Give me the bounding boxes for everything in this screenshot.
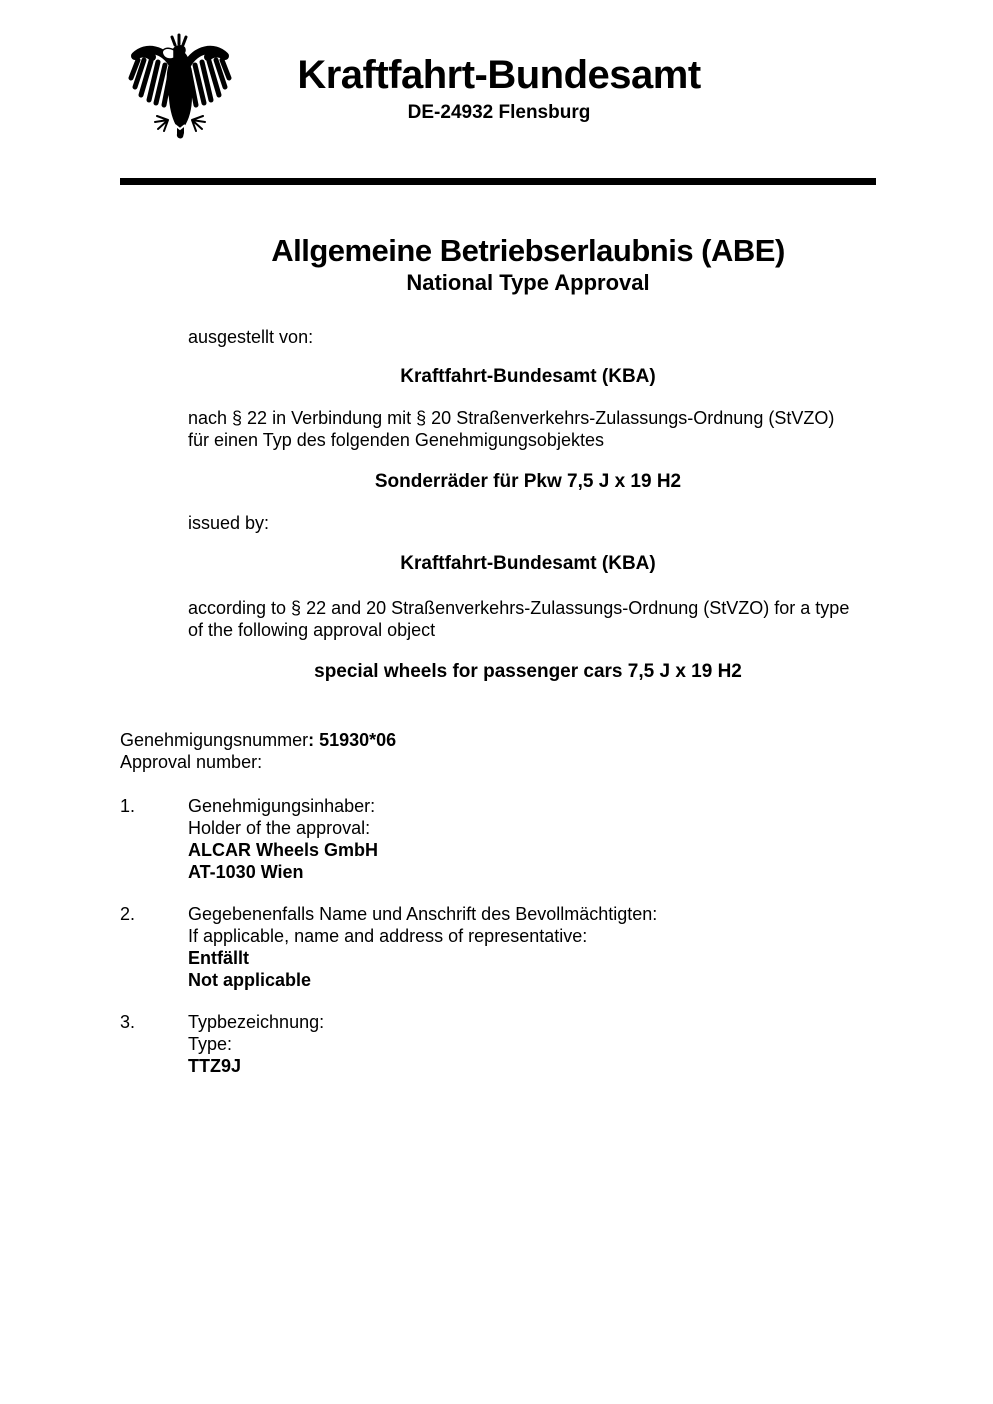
section-value-line: Entfällt: [188, 948, 249, 968]
section-label-de: Typbezeichnung:: [188, 1012, 325, 1032]
approval-number-block: [120, 729, 396, 773]
section-type-designation: [120, 1011, 880, 1077]
approval-number-line-de: [120, 729, 396, 751]
section-number: 3.: [120, 1012, 136, 1032]
section-label-en: If applicable, name and address of representative:: [188, 926, 588, 946]
agency-location: DE-24932 Flensburg: [407, 102, 591, 123]
approval-number-label-de: Genehmigungsnummer: [120, 730, 309, 750]
section-label-en: Holder of the approval:: [188, 818, 371, 838]
issuer-name-en: Kraftfahrt-Bundesamt (KBA): [400, 553, 656, 574]
legal-basis-de-line2: für einen Typ des folgenden Genehmigungsobjektes: [188, 430, 604, 450]
approval-object-de: Sonderräder für Pkw 7,5 J x 19 H2: [374, 471, 682, 492]
approval-number-value: : 51930*06: [308, 730, 397, 750]
issued-by-label-de: ausgestellt von:: [188, 327, 314, 347]
legal-basis-en-line2: of the following approval object: [188, 620, 436, 640]
approval-number-label-en: Approval number:: [120, 752, 263, 772]
section-representative: [120, 903, 880, 991]
section-value-line: Not applicable: [188, 970, 312, 990]
section-value-line: AT-1030 Wien: [188, 862, 304, 882]
issued-by-label-en: issued by:: [188, 513, 270, 533]
section-label-de: Genehmigungsinhaber:: [188, 796, 376, 816]
section-label-en: Type:: [188, 1034, 233, 1054]
agency-name: Kraftfahrt-Bundesamt: [297, 53, 701, 97]
approval-object-en: special wheels for passenger cars 7,5 J x 19 H2: [314, 661, 742, 682]
legal-basis-en-line1: according to § 22 and 20 Straßenverkehrs-Zulassungs-Ordnung (StVZO) for a type: [188, 598, 850, 618]
document-title-english: National Type Approval: [406, 270, 650, 295]
legal-basis-en: [188, 597, 888, 641]
issuer-name-de: Kraftfahrt-Bundesamt (KBA): [400, 366, 656, 387]
header-divider: [120, 178, 876, 185]
document-title-german: Allgemeine Betriebserlaubnis (ABE): [271, 233, 785, 268]
section-number: 1.: [120, 796, 136, 816]
legal-basis-de-line1: nach § 22 in Verbindung mit § 20 Straßenverkehrs-Zulassungs-Ordnung (StVZO): [188, 408, 835, 428]
section-holder-of-approval: [120, 795, 880, 883]
section-value-line: ALCAR Wheels GmbH: [188, 840, 379, 860]
section-label-de: Gegebenenfalls Name und Anschrift des Bevollmächtigten:: [188, 904, 658, 924]
document-header: [120, 52, 878, 124]
section-value-line: TTZ9J: [188, 1056, 242, 1076]
legal-basis-de: [188, 407, 888, 451]
section-number: 2.: [120, 904, 136, 924]
